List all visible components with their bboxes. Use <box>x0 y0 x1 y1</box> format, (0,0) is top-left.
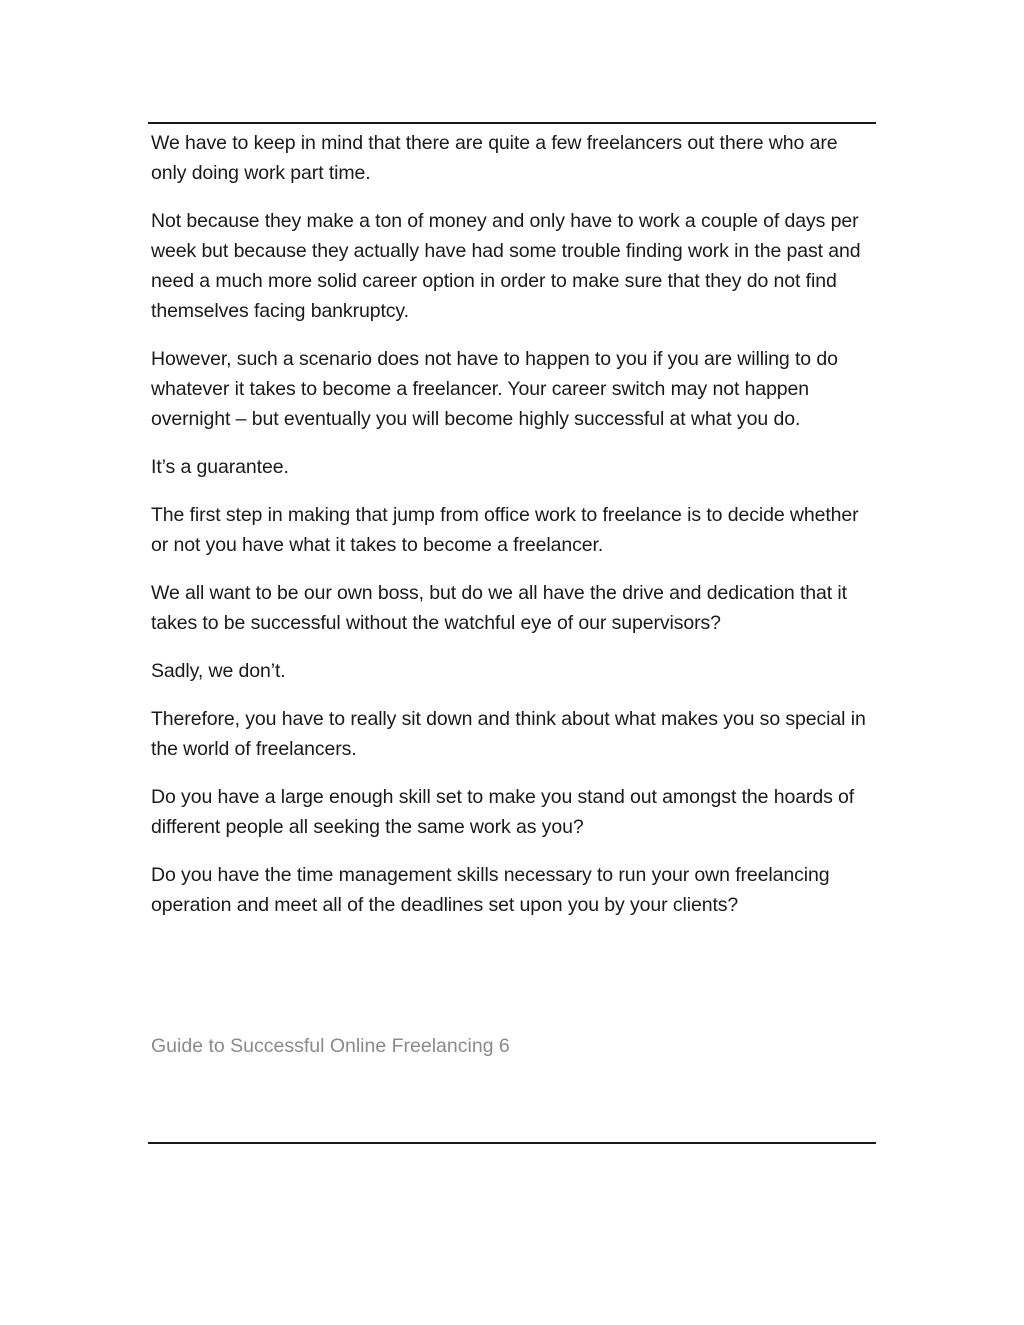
paragraph: Not because they make a ton of money and only have to work a couple of days per week but because they actually have had some trouble finding work in the past and need a much more solid career option in order to make sure that they do not find themselves facing bankruptcy. <box>151 210 861 322</box>
bottom-rule <box>148 1142 876 1144</box>
paragraph: The first step in making that jump from office work to freelance is to decide whether or not you have what it takes to become a freelancer. <box>151 504 859 556</box>
paragraph: Therefore, you have to really sit down and think about what makes you so special in the world of freelancers. <box>151 708 866 760</box>
paragraph: Do you have a large enough skill set to make you stand out amongst the hoards of different people all seeking the same work as you? <box>151 786 855 838</box>
top-rule <box>148 122 876 124</box>
paragraph: We have to keep in mind that there are quite a few freelancers out there who are only doing work part time. <box>151 132 838 184</box>
paragraph: It’s a guarantee. <box>151 456 289 478</box>
page-footer: Guide to Successful Online Freelancing 6 <box>151 1035 510 1057</box>
paragraph: Do you have the time management skills necessary to run your own freelancing operation and meet all of the deadlines set upon you by your clients? <box>151 864 830 916</box>
paragraph: We all want to be our own boss, but do we all have the drive and dedication that it takes to be successful without the watchful eye of our supervisors? <box>151 582 847 634</box>
paragraph: Sadly, we don’t. <box>151 660 286 682</box>
paragraph: However, such a scenario does not have to happen to you if you are willing to do whatever it takes to become a freelancer. Your career switch may not happen overnight – but eventually you will become highly successful at what you do. <box>151 348 838 430</box>
body-text <box>151 128 866 938</box>
